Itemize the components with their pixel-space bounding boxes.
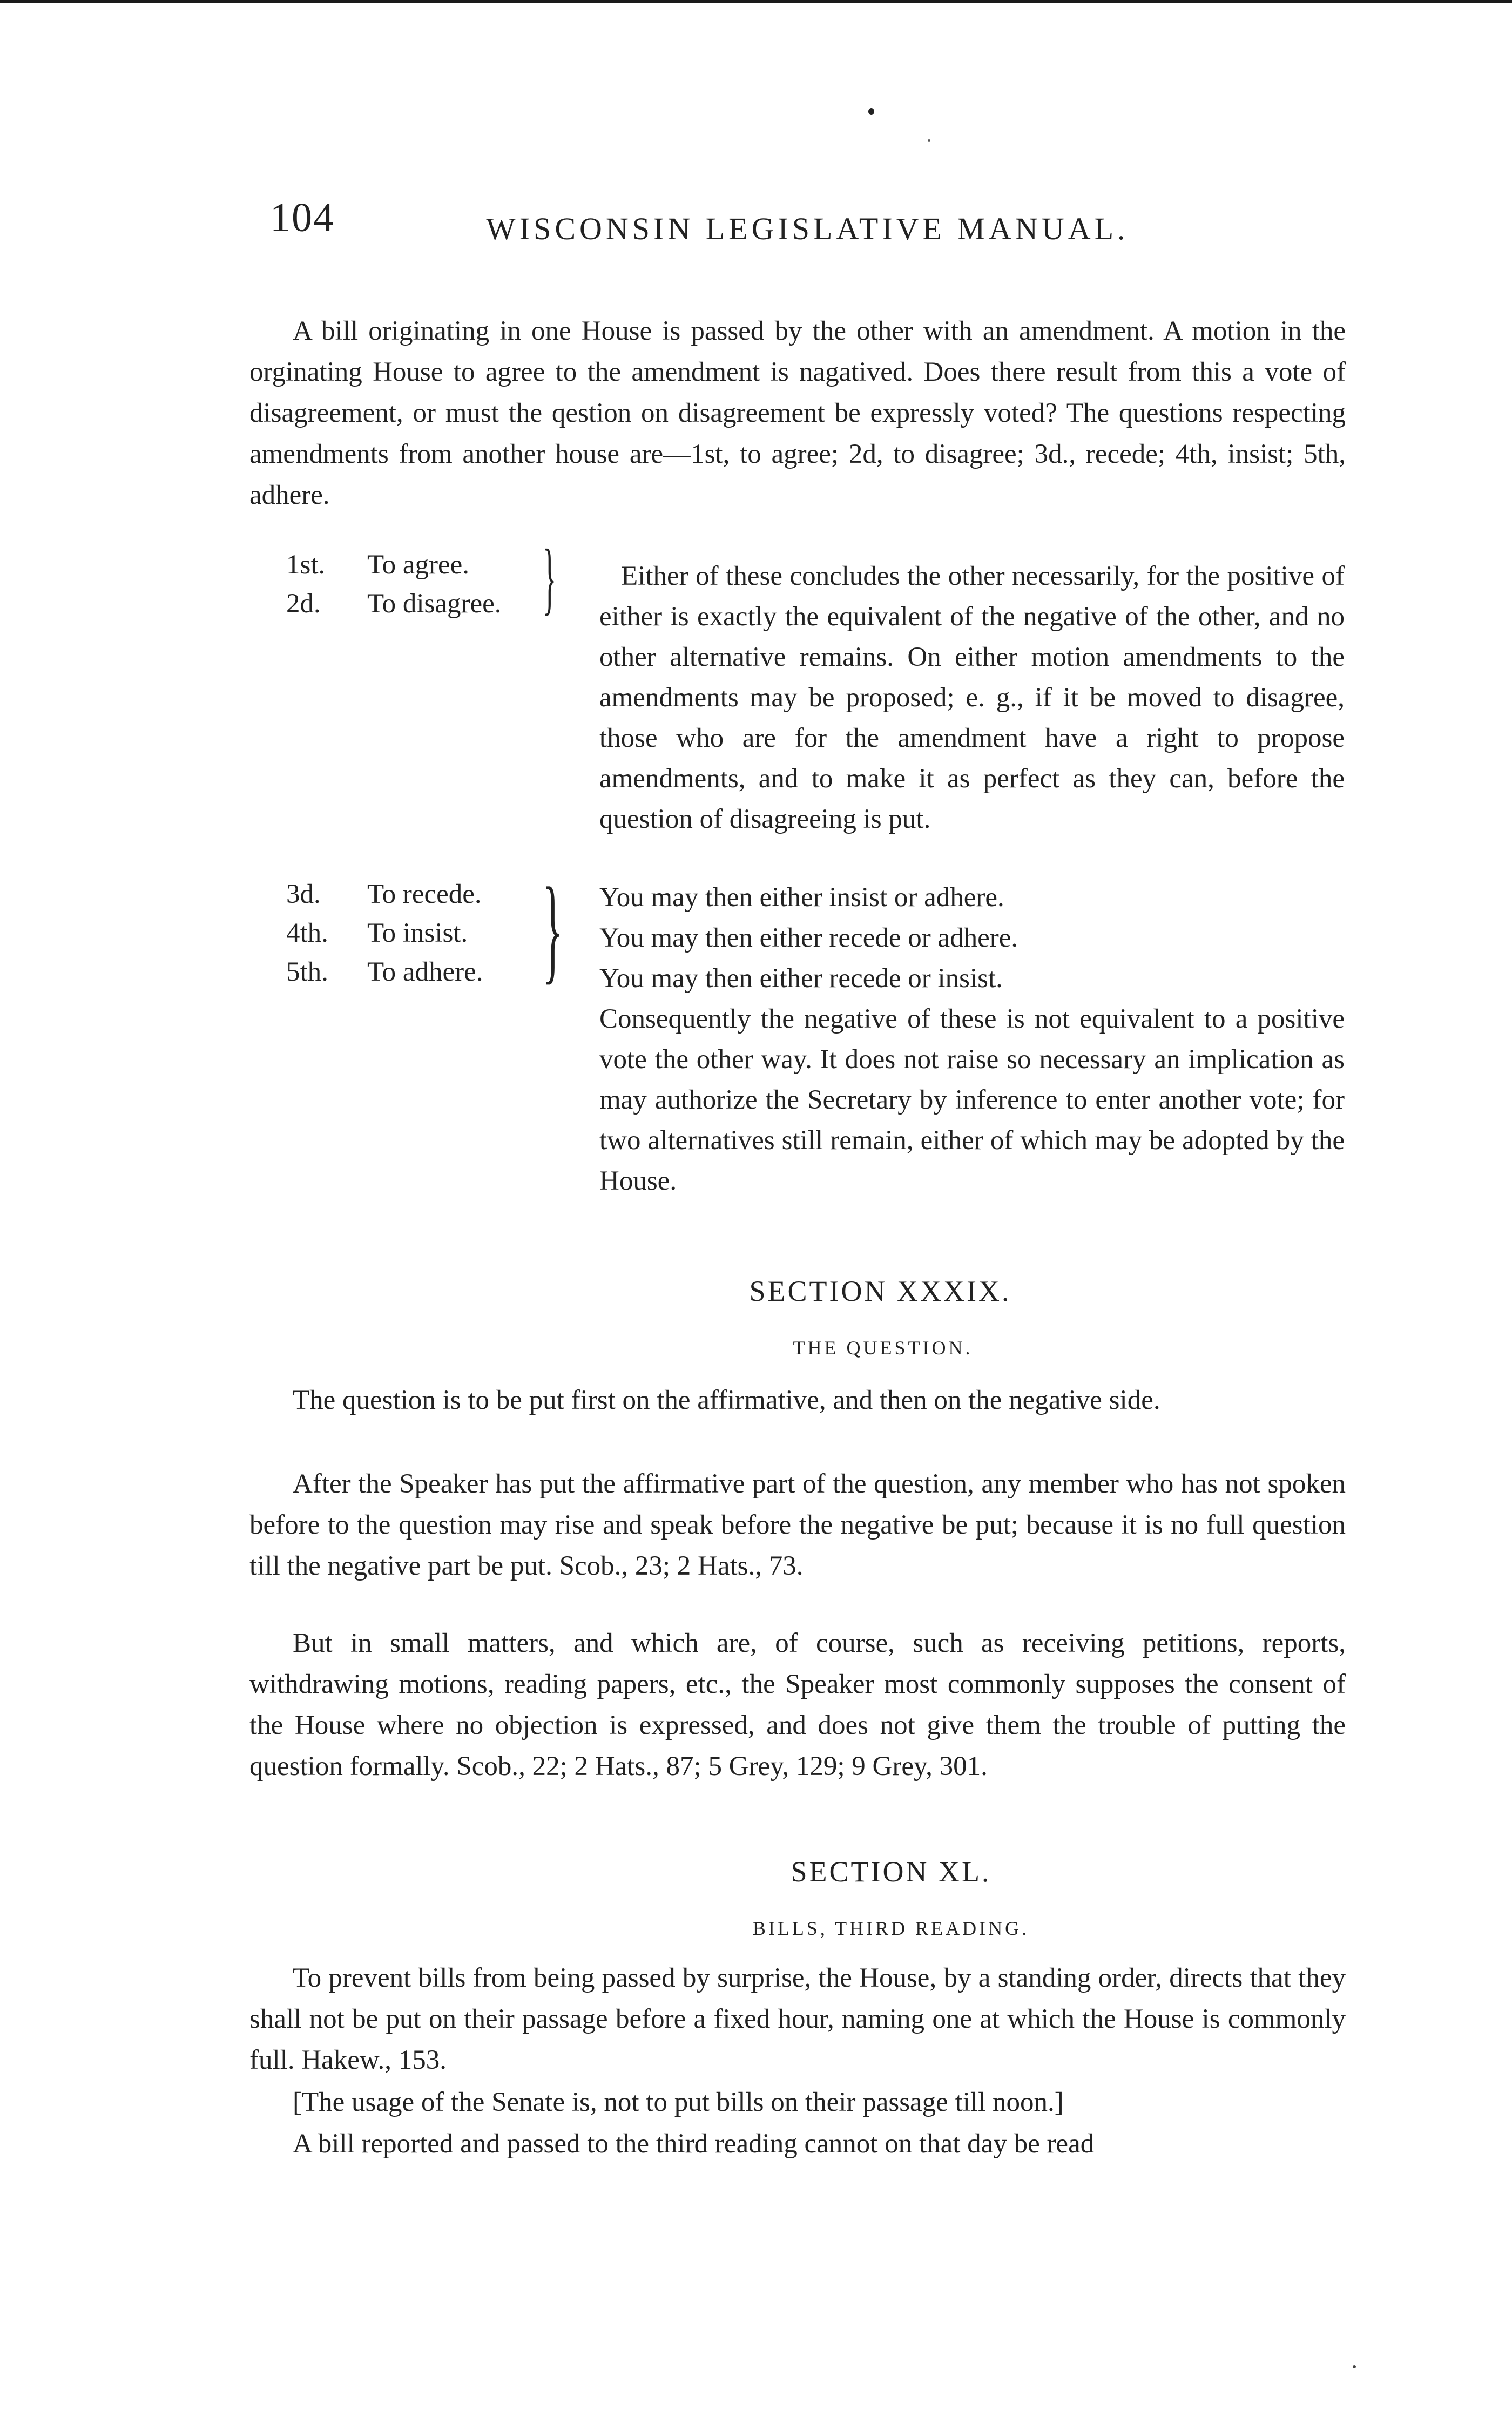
paragraph: To prevent bills from being passed by surprise, the House, by a standing order, directs that they shall not be put on their passage before a fixed hour, naming one at which the House is commonly full. Hakew., 153.	[249, 1963, 1346, 2075]
section-subheading	[0, 1336, 1512, 1359]
rule-note: You may then either recede or adhere.	[599, 923, 1018, 953]
page-number: 104	[270, 195, 335, 240]
paragraph: A bill reported and passed to the third reading cannot on that day be read	[293, 2129, 1095, 2159]
section-title: SECTION XL.	[791, 1855, 991, 1888]
section-subheading	[0, 1917, 1512, 1940]
list-item	[286, 545, 502, 584]
section-subtitle: THE QUESTION.	[793, 1337, 973, 1359]
paragraph: After the Speaker has put the affirmative part of the question, any member who has not spoken before to the question may rise and speak before the negative be put; because it is no full question till the negative part be put. Scob., 23; 2 Hats., 73.	[249, 1469, 1346, 1581]
rule-note: You may then either recede or insist.	[599, 963, 1003, 994]
running-head: WISCONSIN LEGISLATIVE MANUAL.	[486, 211, 1129, 246]
rule-note-1: Either of these concludes the other necessarily, for the positive of either is exactly the equivalent of the negative of the other, and no other alternative remains. On either motion amendments to the amendments may be proposed; e. g., if it be moved to disagree, those who are for the amendment have a right to propose amendments, and to make it as perfect as they can, before the question of disagreeing is put.	[599, 561, 1345, 834]
section-title: SECTION XXXIX.	[749, 1275, 1011, 1307]
rule-label: To insist.	[367, 918, 468, 948]
section-heading	[0, 1274, 1512, 1308]
rule-note: You may then either insist or adhere.	[599, 882, 1004, 913]
rule-ordinal: 3d.	[286, 879, 321, 909]
rule-list-1	[286, 545, 502, 623]
top-border	[0, 0, 1512, 3]
rule-ordinal: 5th.	[286, 957, 328, 987]
rule-ordinal: 2d.	[286, 589, 321, 619]
ink-speck	[928, 139, 930, 142]
rule-ordinal: 1st.	[286, 550, 326, 580]
section-heading	[0, 1855, 1512, 1888]
ink-speck	[868, 108, 874, 115]
intro-paragraph: A bill originating in one House is passed by the other with an amendment. A motion in the orginating House to agree to the amendment is nagatived. Does there result from this a vote of disagreement, or must the qestion on disagreement be expressly voted? The questions respecting amendments from another house are—1st, to agree; 2d, to disagree; 3d., recede; 4th, insist; 5th, adhere.	[249, 316, 1346, 510]
ink-speck	[1353, 2365, 1356, 2368]
right-brace: }	[543, 863, 563, 995]
list-item	[286, 953, 483, 991]
paragraph: The question is to be put first on the affirmative, and then on the negative side.	[293, 1385, 1160, 1415]
page-header	[270, 194, 1350, 254]
right-brace: }	[543, 533, 557, 623]
rule-ordinal: 4th.	[286, 918, 328, 948]
rule-label: To adhere.	[367, 957, 483, 987]
rule-notes-2	[599, 878, 1345, 1202]
list-item	[286, 914, 483, 953]
rule-label: To disagree.	[367, 589, 502, 619]
paragraph: But in small matters, and which are, of course, such as receiving petitions, reports, withdrawing motions, reading papers, etc., the Speaker most commonly supposes the consent of the House where no objection is expressed, and does not give them the trouble of putting the question formally. Scob., 22; 2 Hats., 87; 5 Grey, 129; 9 Grey, 301.	[249, 1628, 1346, 1781]
list-item	[286, 875, 483, 914]
rule-list-2	[286, 875, 483, 991]
list-item	[286, 584, 502, 623]
rule-conclusion: Consequently the negative of these is not equivalent to a positive vote the other way. It does not raise so necessary an implication as may authorize the Secretary by inference to enter another vote; for two alternatives still remain, either of which may be adopted by the House.	[599, 1004, 1345, 1196]
paragraph: [The usage of the Senate is, not to put bills on their passage till noon.]	[293, 2087, 1064, 2117]
section-subtitle: BILLS, THIRD READING.	[752, 1918, 1030, 1939]
rule-label: To recede.	[367, 879, 482, 909]
rule-label: To agree.	[367, 550, 469, 580]
